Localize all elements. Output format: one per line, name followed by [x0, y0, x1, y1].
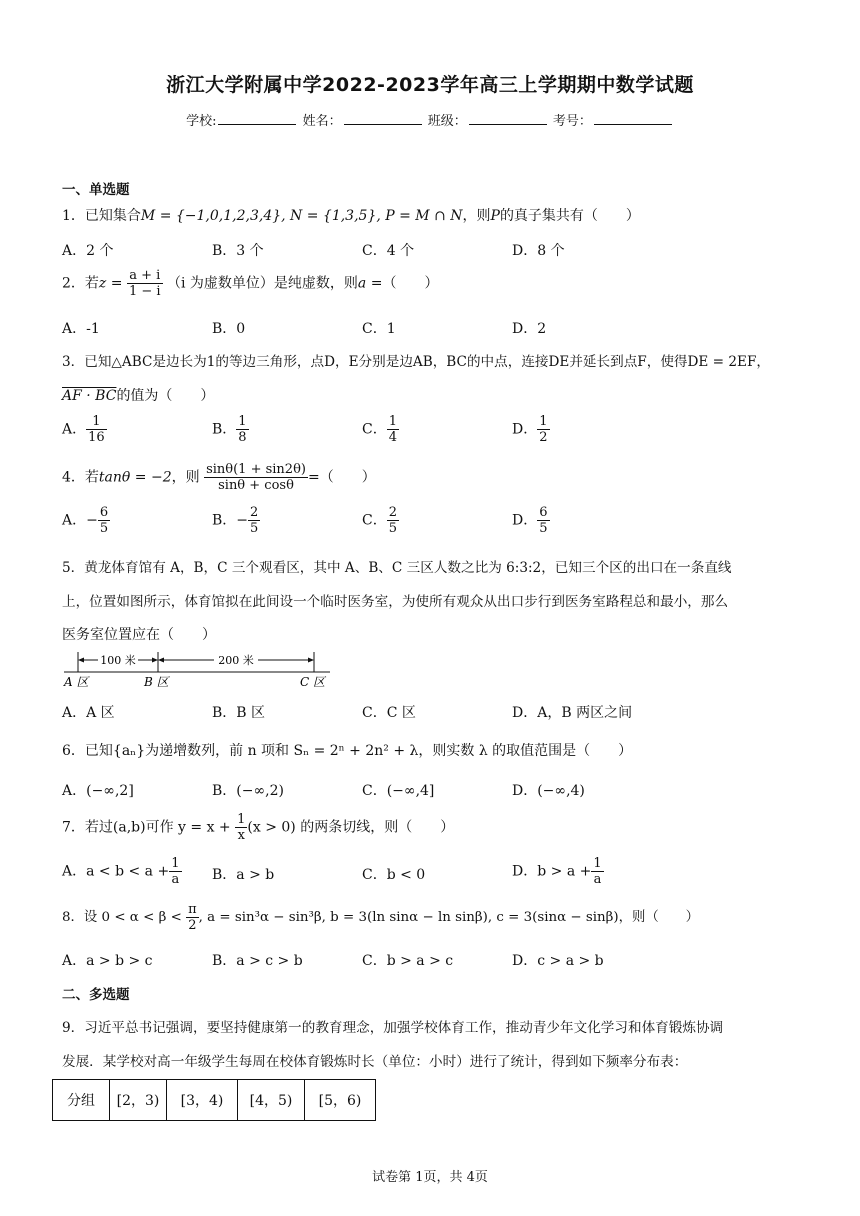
- q4-tan: tanθ = −2: [98, 469, 172, 486]
- q3-b-den: 8: [238, 430, 247, 445]
- q2-fraction: [127, 268, 163, 299]
- q2-stem-c: （ ）: [382, 275, 439, 292]
- q1-option-b[interactable]: B．3 个: [212, 243, 264, 259]
- q2-stem-b: （i 为虚数单位）是纯虚数，则: [166, 275, 358, 292]
- question-2: [62, 268, 438, 299]
- q3-a-den: 16: [88, 430, 105, 445]
- question-4: [62, 462, 376, 493]
- q4-b-sign: −: [236, 512, 249, 529]
- q2-den: 1 − i: [128, 284, 161, 299]
- question-5-line1: 5．黄龙体育馆有 A，B，C 三个观看区，其中 A、B、C 三区人数之比为 6:3:2，已知三个区的出口在一条直线: [62, 560, 732, 576]
- q6-option-c[interactable]: C．(−∞,4]: [362, 783, 435, 799]
- q7-den: x: [237, 828, 245, 843]
- question-3-line1: 3．已知△ABC是边长为1的等边三角形，点D，E分别是边AB，BC的中点，连接DE并延长到点F，使得DE = 2EF，: [62, 354, 770, 370]
- q4-d-num: 6: [539, 505, 548, 520]
- q1-option-d[interactable]: D．8 个: [512, 243, 565, 259]
- q5-distance-diagram: [58, 648, 338, 688]
- question-8: [62, 902, 699, 933]
- q8-den: 2: [188, 918, 197, 933]
- q3-a-label: A．: [62, 421, 87, 438]
- q2-stem: 2．若: [62, 275, 99, 292]
- q7-a-text: A．a < b < a +: [62, 863, 170, 880]
- question-6: 6．已知{aₙ}为递增数列，前 n 项和 Sₙ = 2ⁿ + 2n² + λ，则实数 λ 的取值范围是（ ）: [62, 743, 633, 759]
- q4-b-num: 2: [250, 505, 259, 520]
- q1-p: P: [490, 208, 500, 224]
- table-cell: [4，5): [238, 1080, 305, 1121]
- q8-num: π: [188, 902, 197, 917]
- class-blank[interactable]: [469, 112, 547, 125]
- q4-stem: 4．若: [62, 469, 99, 486]
- q4-a-num: 6: [99, 505, 109, 520]
- q7-option-a[interactable]: [62, 856, 182, 887]
- q3-d-label: D．: [512, 421, 538, 438]
- question-5-line2: 上，位置如图所示，体育馆拟在此间设一个临时医务室，为使所有观众从出口步行到医务室路程总和最小，那么: [62, 594, 729, 610]
- q1-option-a[interactable]: A．2 个: [62, 243, 114, 259]
- q4-c-label: C．: [362, 512, 387, 529]
- q3-c-label: C．: [362, 421, 387, 438]
- q7-num: 1: [237, 812, 246, 827]
- q4-b-label: B．: [212, 512, 237, 529]
- q2-z: z =: [98, 275, 123, 292]
- table-cell: [5，6): [305, 1080, 376, 1121]
- q3-c-num: 1: [388, 414, 397, 429]
- q2-option-a[interactable]: A．-1: [62, 321, 100, 337]
- q7-a-num: 1: [171, 856, 180, 871]
- q4-stem-c: =（ ）: [307, 469, 376, 486]
- q4-option-d[interactable]: [512, 505, 550, 536]
- question-1: [62, 205, 640, 225]
- section-single-choice: 一、单选题: [62, 182, 130, 198]
- q3-option-b[interactable]: [212, 414, 249, 445]
- q4-a-label: A．: [62, 512, 87, 529]
- q8-stem-b: , a = sin³α − sin³β, b = 3(ln sinα − ln sinβ), c = 3(sinα − sinβ)，则（ ）: [198, 910, 699, 925]
- q1-stem-c: 的真子集共有（ ）: [499, 208, 640, 224]
- q7-option-d[interactable]: [512, 856, 604, 887]
- q7-a-frac: [169, 856, 181, 887]
- q6-option-d[interactable]: D．(−∞,4): [512, 783, 585, 799]
- q7-fraction: [235, 812, 247, 843]
- name-blank[interactable]: [344, 112, 422, 125]
- q4-c-frac: [387, 505, 399, 536]
- q4-a-frac: [98, 505, 110, 536]
- school-label: 学校:: [186, 114, 217, 129]
- q7-d-text: D．b > a +: [512, 863, 592, 880]
- q7-stem-b: (x > 0) 的两条切线，则（ ）: [247, 819, 455, 836]
- q3-option-d[interactable]: [512, 414, 550, 445]
- exam-no-label: 考号：: [552, 114, 592, 129]
- q7-option-c[interactable]: C．b < 0: [362, 867, 426, 883]
- q3-a-frac: [86, 414, 107, 445]
- q5-arrowhead-2b: [308, 658, 314, 663]
- q4-option-a[interactable]: [62, 505, 110, 536]
- q1-option-c[interactable]: C．4 个: [362, 243, 415, 259]
- q8-stem: 8．设 0 < α < β <: [62, 910, 182, 925]
- q8-option-a[interactable]: A．a > b > c: [62, 953, 153, 969]
- q4-option-b[interactable]: [212, 505, 260, 536]
- q4-c-den: 5: [388, 521, 397, 536]
- q4-option-c[interactable]: [362, 505, 399, 536]
- q3-d-frac: [537, 414, 549, 445]
- name-label: 姓名：: [302, 114, 342, 129]
- q8-option-d[interactable]: D．c > a > b: [512, 953, 604, 969]
- table-row: [53, 1080, 376, 1121]
- q3-vectors: AF · BC: [62, 388, 117, 404]
- student-info-line: [0, 110, 860, 129]
- q6-option-b[interactable]: B．(−∞,2): [212, 783, 284, 799]
- q5-option-b[interactable]: B．B 区: [212, 705, 266, 721]
- q3-b-num: 1: [238, 414, 247, 429]
- q7-d-frac: [591, 856, 603, 887]
- q2-a: a =: [357, 275, 383, 292]
- q5-arrowhead-1a: [78, 658, 84, 663]
- q4-d-frac: [537, 505, 549, 536]
- q3-c-frac: [387, 414, 399, 445]
- q4-stem-b: ，则: [171, 469, 200, 486]
- q1-stem: 1．已知集合: [62, 208, 141, 224]
- q3-d-den: 2: [539, 430, 548, 445]
- table-cell: [3，4): [167, 1080, 238, 1121]
- q6-option-a[interactable]: A．(−∞,2]: [62, 783, 134, 799]
- q4-num: sinθ(1 + sin2θ): [206, 462, 306, 477]
- q2-option-d[interactable]: D．2: [512, 321, 547, 337]
- q8-option-c[interactable]: C．b > a > c: [362, 953, 454, 969]
- q5-arrowhead-2a: [158, 658, 164, 663]
- q4-d-label: D．: [512, 512, 538, 529]
- school-blank[interactable]: [218, 112, 296, 125]
- q4-a-den: 5: [99, 521, 109, 536]
- q2-option-c[interactable]: C．1: [362, 321, 396, 337]
- q4-a-sign: −: [86, 512, 98, 529]
- q4-b-frac: [248, 505, 260, 536]
- q3-b-frac: [236, 414, 248, 445]
- q4-c-num: 2: [388, 505, 397, 520]
- question-9-line1: 9．习近平总书记强调，要坚持健康第一的教育理念，加强学校体育工作，推动青少年文化学习和体育锻炼协调: [62, 1020, 724, 1036]
- question-3-line2: [62, 385, 214, 405]
- q5-seg2-label: 200 米: [218, 654, 254, 667]
- q5-area-a-label: A 区: [64, 675, 89, 688]
- q5-option-a[interactable]: A．A 区: [62, 705, 115, 721]
- q7-stem: 7．若过(a,b)可作 y = x +: [62, 819, 231, 836]
- q5-area-b-label: B 区: [144, 675, 169, 688]
- q3-a-num: 1: [86, 414, 107, 430]
- q3-option-a[interactable]: [62, 414, 107, 445]
- q7-a-den: a: [171, 872, 180, 887]
- q3-b-label: B．: [212, 421, 237, 438]
- q5-option-d[interactable]: D．A，B 两区之间: [512, 705, 633, 721]
- question-7: [62, 812, 454, 843]
- class-label: 班级：: [427, 114, 467, 129]
- q5-arrowhead-1b: [152, 658, 158, 663]
- q7-d-den: a: [593, 872, 602, 887]
- question-5-line3: 医务室位置应在（ ）: [62, 627, 216, 643]
- q8-option-b[interactable]: B．a > c > b: [212, 953, 303, 969]
- q1-stem-b: ，则: [462, 208, 491, 224]
- q1-sets: M = {−1,0,1,2,3,4}, N = {1,3,5}, P = M ∩ N: [140, 208, 463, 224]
- q4-d-den: 5: [539, 521, 548, 536]
- q7-d-num: 1: [593, 856, 602, 871]
- exam-no-blank[interactable]: [594, 112, 672, 125]
- q3-stem-b: 的值为（ ）: [116, 388, 215, 404]
- q4-fraction: [204, 462, 308, 493]
- page-title: 浙江大学附属中学2022-2023学年高三上学期期中数学试题: [166, 74, 694, 96]
- q4-b-den: 5: [250, 521, 259, 536]
- page-footer: 试卷第 1页，共 4页: [372, 1170, 488, 1185]
- table-cell: [2，3): [110, 1080, 167, 1121]
- q2-num: a + i: [127, 268, 163, 284]
- q8-fraction: [186, 902, 199, 933]
- q2-option-b[interactable]: B．0: [212, 321, 246, 337]
- table-header-group: 分组: [53, 1080, 110, 1121]
- q5-area-c-label: C 区: [300, 675, 325, 688]
- question-9-line2: 发展．某学校对高一年级学生每周在校体育锻炼时长（单位：小时）进行了统计，得到如下频率分布表：: [62, 1054, 688, 1070]
- frequency-table: [52, 1079, 376, 1121]
- q3-option-c[interactable]: [362, 414, 399, 445]
- q3-c-den: 4: [388, 430, 397, 445]
- q7-option-b[interactable]: B．a > b: [212, 867, 275, 883]
- q5-seg1-label: 100 米: [100, 654, 136, 667]
- q4-den: sinθ + cosθ: [218, 478, 294, 493]
- section-multiple-choice: 二、多选题: [62, 987, 130, 1003]
- q5-option-c[interactable]: C．C 区: [362, 705, 416, 721]
- q3-d-num: 1: [539, 414, 548, 429]
